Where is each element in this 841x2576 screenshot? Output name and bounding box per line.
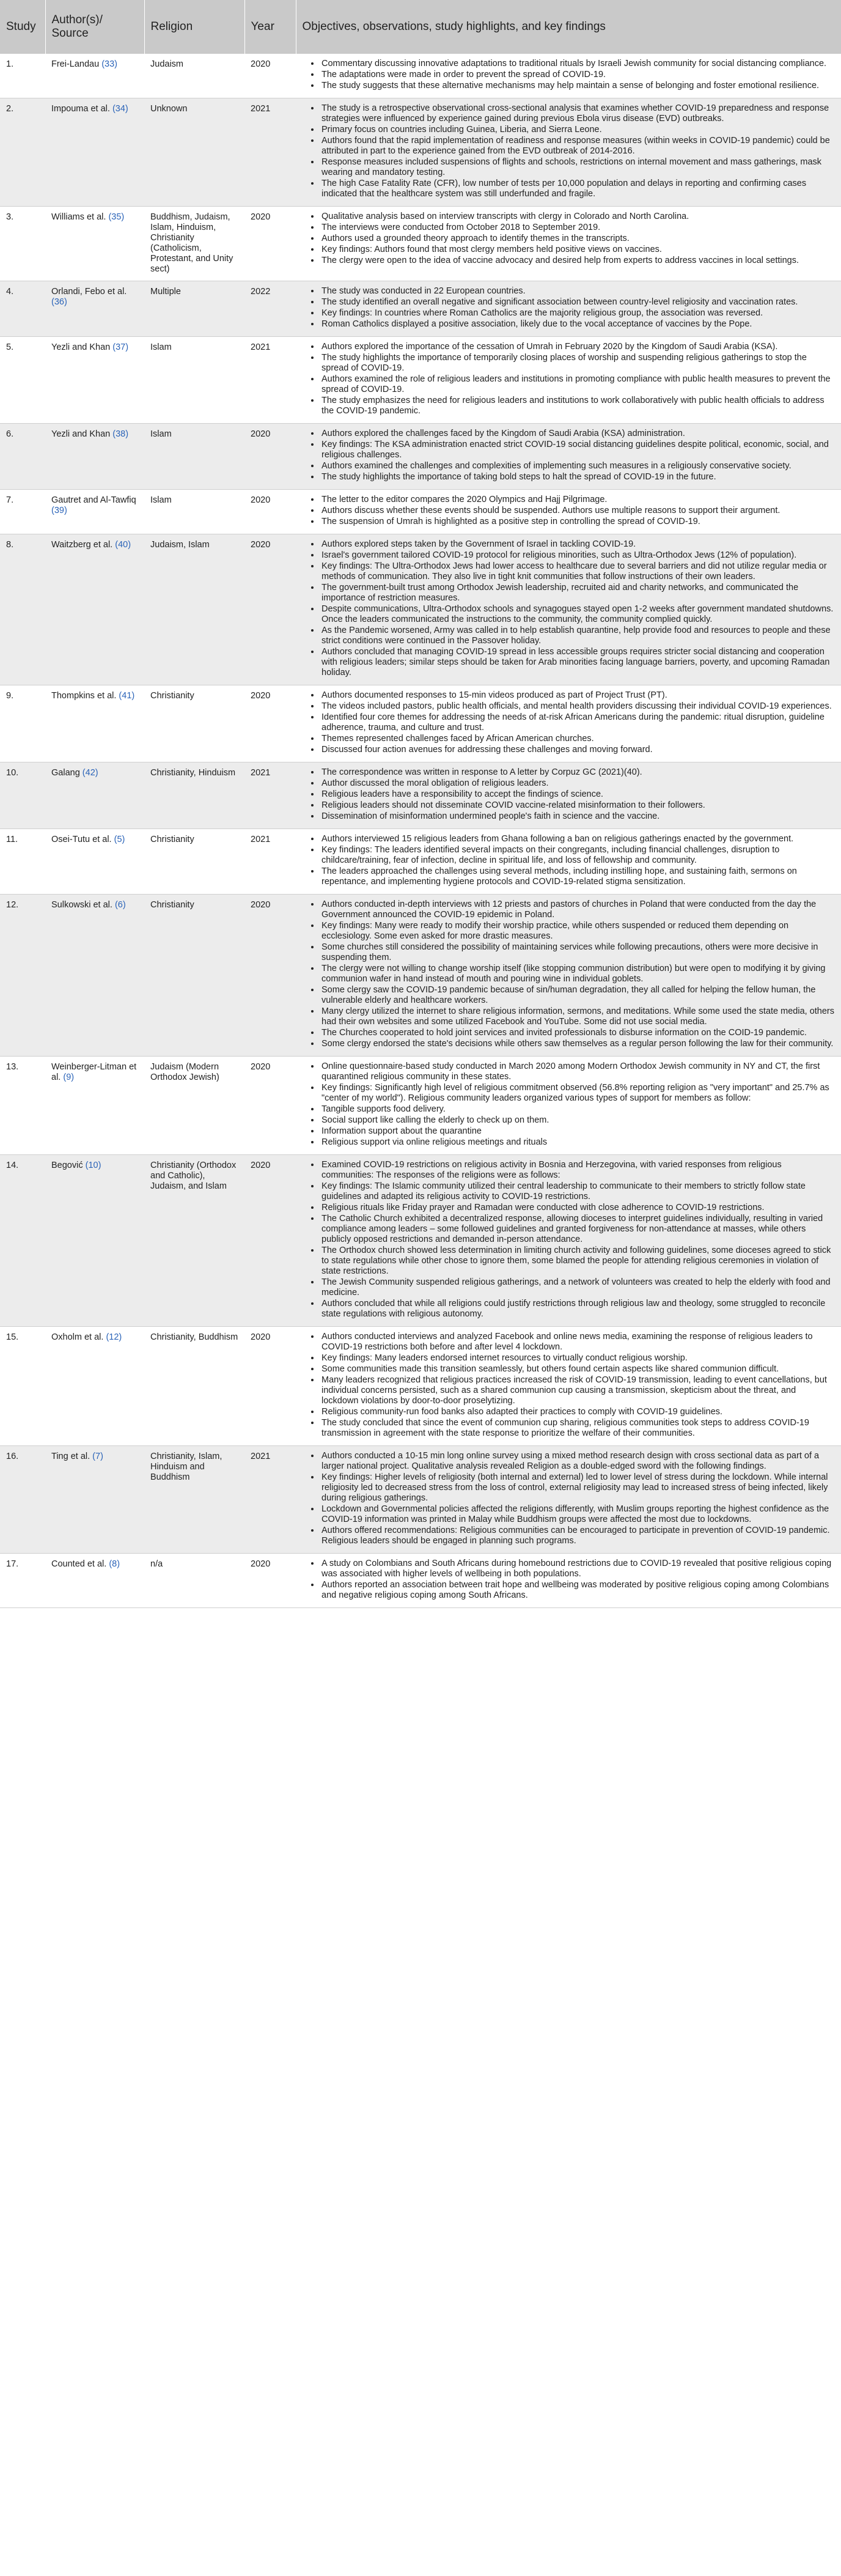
findings-cell — [296, 1155, 841, 1327]
author-name: Thompkins et al. — [51, 691, 117, 701]
year-cell: 2020 — [244, 54, 296, 98]
finding-item: • Authors offered recommendations: Religious communities can be encouraged to participate in prevention of COVID-19 pandemic. Religious leaders should be engaged in planning such programs. — [320, 1526, 835, 1546]
finding-item: • Key findings: The Islamic community utilized their central leadership to communicate to their members to strictly follow state guidelines and adapted its religious activity to COVID-19 restrictions. — [320, 1181, 835, 1202]
study-number: 9. — [0, 685, 45, 762]
finding-item: • Religious community-run food banks also adapted their practices to comply with COVID-19 guidelines. — [320, 1407, 835, 1417]
religion-cell: Multiple — [144, 281, 244, 337]
table-row — [0, 98, 841, 207]
finding-item: • Religious leaders should not disseminate COVID vaccine-related misinformation to their followers. — [320, 800, 835, 811]
year-cell: 2020 — [244, 1554, 296, 1608]
author-name: Osei-Tutu et al. — [51, 835, 112, 844]
religion-cell: Christianity — [144, 895, 244, 1057]
year-cell: 2021 — [244, 98, 296, 207]
findings-list — [302, 1451, 835, 1546]
findings-cell — [296, 895, 841, 1057]
citation-link[interactable]: (41) — [119, 691, 135, 701]
findings-cell — [296, 424, 841, 490]
study-number: 6. — [0, 424, 45, 490]
citation-link[interactable]: (6) — [114, 900, 126, 910]
findings-list — [302, 834, 835, 887]
finding-item: • Authors examined the challenges and complexities of implementing such measures in a religiously conservative society. — [320, 461, 835, 471]
findings-cell — [296, 1554, 841, 1608]
finding-item: • Online questionnaire-based study conducted in March 2020 among Modern Orthodox Jewish community in NY and CT, the first quarantined religious community in these states. — [320, 1061, 835, 1082]
finding-item: • The study highlights the importance of temporarily closing places of worship and suspending religious gatherings to stop the spread of COVID-19. — [320, 353, 835, 374]
religion-cell: Judaism (Modern Orthodox Jewish) — [144, 1057, 244, 1155]
author-cell — [45, 337, 144, 424]
finding-item: • Key findings: Authors found that most clergy members held positive views on vaccines. — [320, 245, 835, 255]
finding-item: • Some clergy endorsed the state's decisions while others saw themselves as a regular person following the law for their community. — [320, 1039, 835, 1049]
study-number: 1. — [0, 54, 45, 98]
finding-item: • Qualitative analysis based on interview transcripts with clergy in Colorado and North Carolina. — [320, 212, 835, 222]
findings-cell — [296, 98, 841, 207]
year-cell: 2021 — [244, 337, 296, 424]
citation-link[interactable]: (42) — [82, 768, 98, 778]
finding-item: • Key findings: The leaders identified several impacts on their congregants, including financial challenges, disruption to childcare/training, fear of infection, decline in spiritual life, and loss of fellowship and community. — [320, 845, 835, 866]
author-name: Yezli and Khan — [51, 429, 111, 439]
finding-item: • The clergy were open to the idea of vaccine advocacy and desired help from experts to address vaccines in local settings. — [320, 256, 835, 266]
citation-link[interactable]: (40) — [115, 540, 131, 550]
study-number: 13. — [0, 1057, 45, 1155]
year-cell: 2020 — [244, 424, 296, 490]
finding-item: • Information support about the quarantine — [320, 1126, 835, 1137]
table-header — [0, 0, 841, 54]
findings-cell — [296, 54, 841, 98]
author-name: Galang — [51, 768, 80, 778]
author-cell — [45, 1554, 144, 1608]
citation-link[interactable]: (12) — [106, 1332, 122, 1342]
religion-cell: Judaism, Islam — [144, 534, 244, 685]
author-cell — [45, 98, 144, 207]
year-cell: 2020 — [244, 534, 296, 685]
citation-link[interactable]: (37) — [112, 342, 129, 352]
finding-item: • Author discussed the moral obligation of religious leaders. — [320, 778, 835, 789]
study-number: 3. — [0, 207, 45, 281]
finding-item: • Tangible supports food delivery. — [320, 1104, 835, 1115]
finding-item: • Authors used a grounded theory approach to identify themes in the transcripts. — [320, 234, 835, 244]
table-body — [0, 54, 841, 1608]
finding-item: • Many leaders recognized that religious practices increased the risk of COVID-19 transmission, leading to event cancellations, but individual concerns persisted, such as a shared communion cup causing a transmission, skepticism about the threat, and lockdown violations by door-to-door proselytizing. — [320, 1375, 835, 1406]
table-row — [0, 337, 841, 424]
citation-link[interactable]: (35) — [108, 212, 125, 222]
finding-item: • Authors documented responses to 15-min videos produced as part of Project Trust (PT). — [320, 690, 835, 701]
author-cell — [45, 1057, 144, 1155]
finding-item: • Some churches still considered the possibility of maintaining services while following precautions, others were more decisive in suspending them. — [320, 942, 835, 963]
finding-item: • Some communities made this transition seamlessly, but others found certain aspects like shared communion difficult. — [320, 1364, 835, 1375]
table-row — [0, 424, 841, 490]
study-number: 7. — [0, 490, 45, 534]
religion-cell: Christianity — [144, 685, 244, 762]
findings-cell — [296, 762, 841, 829]
finding-item: • The study is a retrospective observational cross-sectional analysis that examines whether COVID-19 preparedness and response strategies were influenced by experience gained during previous Ebola virus disease (EVD) outbreaks. — [320, 103, 835, 124]
author-cell — [45, 207, 144, 281]
author-name: Orlandi, Febo et al. — [51, 287, 127, 297]
author-name: Gautret and Al-Tawfiq — [51, 495, 136, 505]
finding-item: • The study highlights the importance of taking bold steps to halt the spread of COVID-19 in the future. — [320, 472, 835, 482]
finding-item: • Authors explored steps taken by the Government of Israel in tackling COVID-19. — [320, 539, 835, 550]
findings-list — [302, 767, 835, 822]
author-cell — [45, 54, 144, 98]
finding-item: • Authors explored the challenges faced by the Kingdom of Saudi Arabia (KSA) administration. — [320, 429, 835, 439]
findings-list — [302, 429, 835, 482]
finding-item: • Israel's government tailored COVID-19 protocol for religious minorities, such as Ultra-Orthodox Jews (12% of population). — [320, 550, 835, 561]
finding-item: • The government-built trust among Orthodox Jewish leadership, recruited aid and charity networks, and communicated the importance of restriction measures. — [320, 583, 835, 603]
author-name: Ting et al. — [51, 1452, 90, 1461]
table-row — [0, 1057, 841, 1155]
author-cell — [45, 762, 144, 829]
finding-item: • Authors conducted a 10-15 min long online survey using a mixed method research design with cross sectional data as part of a larger national project. Qualitative analysis revealed Religion as a double-edged sword with the following findings. — [320, 1451, 835, 1472]
findings-cell — [296, 490, 841, 534]
table-row — [0, 1155, 841, 1327]
author-cell — [45, 490, 144, 534]
finding-item: • Commentary discussing innovative adaptations to traditional rituals by Israeli Jewish community for social distancing compliance. — [320, 59, 835, 69]
year-cell: 2020 — [244, 1155, 296, 1327]
author-cell — [45, 534, 144, 685]
citation-link[interactable]: (36) — [51, 297, 67, 307]
author-cell — [45, 281, 144, 337]
author-name: Waitzberg et al. — [51, 540, 113, 550]
finding-item: • Themes represented challenges faced by African American churches. — [320, 734, 835, 744]
header-year: Year — [244, 0, 296, 54]
header-study: Study — [0, 0, 45, 54]
finding-item: • Examined COVID-19 restrictions on religious activity in Bosnia and Herzegovina, with varied responses from religious communities: The responses of the religions were as follows: — [320, 1160, 835, 1181]
table-row — [0, 1554, 841, 1608]
citation-link[interactable]: (38) — [112, 429, 129, 439]
finding-item: • Some clergy saw the COVID-19 pandemic because of sin/human degradation, they all called for helping the fellow human, the vulnerable elderly and healthcare workers. — [320, 985, 835, 1006]
findings-list — [302, 59, 835, 91]
finding-item: • Authors concluded that while all religions could justify restrictions through religious law and theology, some struggled to reconcile state regulations with religious autonomy. — [320, 1299, 835, 1319]
findings-list — [302, 690, 835, 755]
findings-list — [302, 286, 835, 330]
finding-item: • The Churches cooperated to hold joint services and invited professionals to disburse information on the COID-19 pandemic. — [320, 1028, 835, 1038]
table-row — [0, 829, 841, 895]
finding-item: • Key findings: The Ultra-Orthodox Jews had lower access to healthcare due to several barriers and did not utilize regular media or methods of communication. They also live in tight knit communities that follow instructions of their own leaders. — [320, 561, 835, 582]
citation-link[interactable]: (10) — [85, 1161, 101, 1170]
findings-list — [302, 212, 835, 266]
findings-list — [302, 899, 835, 1049]
finding-item: • The study emphasizes the need for religious leaders and institutions to work collaboratively with public health officials to address the COVID-19 pandemic. — [320, 396, 835, 416]
table-row — [0, 685, 841, 762]
finding-item: • Social support like calling the elderly to check up on them. — [320, 1115, 835, 1126]
finding-item: • Authors conducted interviews and analyzed Facebook and online news media, examining the response of religious leaders to COVID-19 restrictions both before and after level 4 lockdown. — [320, 1332, 835, 1353]
study-number: 15. — [0, 1327, 45, 1446]
year-cell: 2020 — [244, 895, 296, 1057]
finding-item: • The study was conducted in 22 European countries. — [320, 286, 835, 297]
table-row — [0, 54, 841, 98]
table-row — [0, 534, 841, 685]
religion-cell: Christianity, Hinduism — [144, 762, 244, 829]
finding-item: • Roman Catholics displayed a positive association, likely due to the vocal acceptance of vaccines by the Pope. — [320, 319, 835, 330]
citation-link[interactable]: (33) — [101, 59, 118, 69]
author-cell — [45, 685, 144, 762]
year-cell: 2020 — [244, 207, 296, 281]
finding-item: • Discussed four action avenues for addressing these challenges and moving forward. — [320, 745, 835, 755]
religion-cell: n/a — [144, 1554, 244, 1608]
study-number: 17. — [0, 1554, 45, 1608]
finding-item: • The high Case Fatality Rate (CFR), low number of tests per 10,000 population and delays in reporting and confirming cases indicated that the healthcare system was still underfunded and fragile. — [320, 179, 835, 199]
finding-item: • The correspondence was written in response to A letter by Corpuz GC (2021)(40). — [320, 767, 835, 778]
findings-cell — [296, 1327, 841, 1446]
finding-item: • The adaptations were made in order to prevent the spread of COVID-19. — [320, 70, 835, 80]
author-name: Impouma et al. — [51, 104, 110, 114]
finding-item: • A study on Colombians and South Africans during homebound restrictions due to COVID-19 revealed that positive religious coping was associated with higher levels of wellbeing in both populations. — [320, 1559, 835, 1579]
findings-list — [302, 1061, 835, 1148]
finding-item: • Religious support via online religious meetings and rituals — [320, 1137, 835, 1148]
finding-item: • The clergy were not willing to change worship itself (like stopping communion distribution) but were open to modifying it by giving communion wafer in hand instead of mouth and pouring wine in individual goblets. — [320, 964, 835, 984]
finding-item: • Key findings: Higher levels of religiosity (both internal and external) led to lower level of stress during the lockdown. While internal religiosity led to decreased stress from the loss of control, external religiosity may lead to increased stress of being infected, likely during religious gatherings. — [320, 1472, 835, 1504]
finding-item: • Identified four core themes for addressing the needs of at-risk African Americans during the pandemic: ritual disruption, guideline adherence, trauma, and culture and trust. — [320, 712, 835, 733]
finding-item: • Response measures included suspensions of flights and schools, restrictions on internal movement and mass gatherings, mask wearing and mandatory testing. — [320, 157, 835, 178]
religion-cell: Islam — [144, 424, 244, 490]
findings-cell — [296, 829, 841, 895]
finding-item: • The letter to the editor compares the 2020 Olympics and Hajj Pilgrimage. — [320, 495, 835, 505]
author-name: Begović — [51, 1161, 83, 1170]
findings-list — [302, 1332, 835, 1439]
findings-cell — [296, 685, 841, 762]
finding-item: • As the Pandemic worsened, Army was called in to help establish quarantine, help provide food and resources to people and these strict conditions were continued in the Passover holiday. — [320, 626, 835, 646]
findings-list — [302, 1559, 835, 1601]
citation-link[interactable]: (8) — [109, 1559, 120, 1569]
table-row — [0, 207, 841, 281]
findings-cell — [296, 1057, 841, 1155]
table-row — [0, 895, 841, 1057]
finding-item: • Religious rituals like Friday prayer and Ramadan were conducted with close adherence to COVID-19 restrictions. — [320, 1203, 835, 1213]
year-cell: 2020 — [244, 1327, 296, 1446]
finding-item: • Authors discuss whether these events should be suspended. Authors use multiple reasons to support their argument. — [320, 506, 835, 516]
study-number: 8. — [0, 534, 45, 685]
findings-cell — [296, 281, 841, 337]
author-name: Sulkowski et al. — [51, 900, 112, 910]
author-cell — [45, 1327, 144, 1446]
religion-cell: Judaism — [144, 54, 244, 98]
finding-item: • The Jewish Community suspended religious gatherings, and a network of volunteers was created to help the elderly with food and medicine. — [320, 1277, 835, 1298]
findings-list — [302, 495, 835, 527]
finding-item: • The interviews were conducted from October 2018 to September 2019. — [320, 223, 835, 233]
author-name: Weinberger-Litman et al. — [51, 1062, 137, 1082]
finding-item: • Key findings: Many were ready to modify their worship practice, while others suspended or reduced them depending on ecclesiology. Some even asked for more drastic measures. — [320, 921, 835, 942]
finding-item: • The study concluded that since the event of communion cup sharing, religious communities took steps to address COVID-19 transmission in agreement with the state response to prioritize the welfare of their communities. — [320, 1418, 835, 1439]
finding-item: • Despite communications, Ultra-Orthodox schools and synagogues stayed open 1-2 weeks after government mandated shutdowns. Once the leaders communicated the instructions to the community, the community complied quickly. — [320, 604, 835, 625]
header-author: Author(s)/ Source — [45, 0, 144, 54]
finding-item: • The videos included pastors, public health officials, and mental health providers discussing their individual COVID-19 experiences. — [320, 701, 835, 712]
citation-link[interactable]: (7) — [92, 1452, 103, 1461]
finding-item: • Lockdown and Governmental policies affected the religions differently, with Muslim groups reporting the highest confidence as the COVID-19 information was printed in Malay while Buddhism groups were affected the most due to lockdowns. — [320, 1504, 835, 1525]
study-number: 10. — [0, 762, 45, 829]
religion-cell: Christianity — [144, 829, 244, 895]
findings-cell — [296, 337, 841, 424]
finding-item: • Authors explored the importance of the cessation of Umrah in February 2020 by the Kingdom of Saudi Arabia (KSA). — [320, 342, 835, 352]
header-religion: Religion — [144, 0, 244, 54]
table-row — [0, 762, 841, 829]
citation-link[interactable]: (9) — [63, 1072, 75, 1082]
author-cell — [45, 895, 144, 1057]
finding-item: • The study suggests that these alternative mechanisms may help maintain a sense of belonging and foster emotional resilience. — [320, 81, 835, 91]
finding-item: • Key findings: Significantly high level of religious commitment observed (56.8% reporting religion as "very important" and 25.7% as "center of my world"). Religious community leaders organized various types of support for members as follow: — [320, 1083, 835, 1104]
header-row — [0, 0, 841, 54]
findings-list — [302, 342, 835, 416]
findings-list — [302, 1160, 835, 1319]
table-row — [0, 281, 841, 337]
findings-list — [302, 539, 835, 678]
year-cell: 2021 — [244, 1446, 296, 1554]
year-cell: 2022 — [244, 281, 296, 337]
finding-item: • Many clergy utilized the internet to share religious information, sermons, and meditations. While some used the state media, others had their own websites and some utilized Facebook and YouTube. Some did not use social media. — [320, 1006, 835, 1027]
year-cell: 2020 — [244, 685, 296, 762]
study-number: 16. — [0, 1446, 45, 1554]
author-cell — [45, 424, 144, 490]
finding-item: • Key findings: In countries where Roman Catholics are the majority religious group, the association was reversed. — [320, 308, 835, 319]
finding-item: • Dissemination of misinformation undermined people's faith in science and the vaccine. — [320, 811, 835, 822]
finding-item: • The Orthodox church showed less determination in limiting church activity and following guidelines, some dioceses agreed to stick to state regulations while other chose to ignore them, some blamed the people for attending religious ceremonies in violation of state restrictions. — [320, 1246, 835, 1277]
author-cell — [45, 1446, 144, 1554]
study-number: 11. — [0, 829, 45, 895]
religion-cell: Christianity (Orthodox and Catholic), Judaism, and Islam — [144, 1155, 244, 1327]
table-row — [0, 490, 841, 534]
religion-cell: Islam — [144, 490, 244, 534]
study-number: 5. — [0, 337, 45, 424]
study-number: 14. — [0, 1155, 45, 1327]
finding-item: • Authors found that the rapid implementation of readiness and response measures (within weeks in COVID-19 pandemic) could be attributed in part to the experience gained from the EVD outbreak of 2014-2016. — [320, 136, 835, 157]
finding-item: • Key findings: The KSA administration enacted strict COVID-19 social distancing guidelines despite political, economic, social, and religious challenges. — [320, 440, 835, 460]
year-cell: 2020 — [244, 1057, 296, 1155]
citation-link[interactable]: (5) — [114, 835, 125, 844]
religion-cell: Christianity, Islam, Hinduism and Buddhism — [144, 1446, 244, 1554]
religion-cell: Islam — [144, 337, 244, 424]
author-name: Counted et al. — [51, 1559, 107, 1569]
religion-cell: Buddhism, Judaism, Islam, Hinduism, Christianity (Catholicism, Protestant, and Unity sect) — [144, 207, 244, 281]
author-name: Yezli and Khan — [51, 342, 111, 352]
finding-item: • Key findings: Many leaders endorsed internet resources to virtually conduct religious worship. — [320, 1353, 835, 1364]
author-cell — [45, 1155, 144, 1327]
finding-item: • Authors interviewed 15 religious leaders from Ghana following a ban on religious gatherings enacted by the government. — [320, 834, 835, 844]
table-row — [0, 1327, 841, 1446]
citation-link[interactable]: (39) — [51, 506, 67, 515]
study-number: 12. — [0, 895, 45, 1057]
religion-cell: Christianity, Buddhism — [144, 1327, 244, 1446]
year-cell: 2021 — [244, 829, 296, 895]
finding-item: • Authors reported an association between trait hope and wellbeing was moderated by positive religious coping among Colombians and negative religious coping among South Africans. — [320, 1580, 835, 1601]
finding-item: • The Catholic Church exhibited a decentralized response, allowing dioceses to interpret guidelines individually, resulting in varied compliance among leaders – some followed guidelines and granted forgiveness for non-attendance at masses, while others publicly opposed restrictions and demanded in-person attendance. — [320, 1214, 835, 1245]
religion-cell: Unknown — [144, 98, 244, 207]
author-name: Williams et al. — [51, 212, 106, 222]
year-cell: 2021 — [244, 762, 296, 829]
table-row — [0, 1446, 841, 1554]
finding-item: • Religious leaders have a responsibility to accept the findings of science. — [320, 789, 835, 800]
finding-item: • Authors conducted in-depth interviews with 12 priests and pastors of churches in Poland that were conducted from the day the Government announced the COVID-19 epidemic in Poland. — [320, 899, 835, 920]
study-number: 4. — [0, 281, 45, 337]
finding-item: • Primary focus on countries including Guinea, Liberia, and Sierra Leone. — [320, 125, 835, 135]
finding-item: • The suspension of Umrah is highlighted as a positive step in controlling the spread of COVID-19. — [320, 517, 835, 527]
author-name: Frei-Landau — [51, 59, 100, 69]
findings-cell — [296, 1446, 841, 1554]
findings-list — [302, 103, 835, 199]
citation-link[interactable]: (34) — [112, 104, 128, 114]
findings-cell — [296, 207, 841, 281]
findings-cell — [296, 534, 841, 685]
study-number: 2. — [0, 98, 45, 207]
header-findings: Objectives, observations, study highlights, and key findings — [296, 0, 841, 54]
finding-item: • The leaders approached the challenges using several methods, including instilling hope, and sustaining faith, sermons on repentance, and implementing hygiene protocols and COVID-19-related stigma sensitization. — [320, 866, 835, 887]
author-cell — [45, 829, 144, 895]
year-cell: 2020 — [244, 490, 296, 534]
finding-item: • The study identified an overall negative and significant association between country-level religiosity and vaccination rates. — [320, 297, 835, 308]
finding-item: • Authors concluded that managing COVID-19 spread in less accessible groups requires stricter social distancing and cooperation with religious leaders; similar steps should be taken for Arab minorities facing language barriers, poverty, and upcoming Ramadan holiday. — [320, 647, 835, 678]
author-name: Oxholm et al. — [51, 1332, 104, 1342]
finding-item: • Authors examined the role of religious leaders and institutions in promoting compliance with public health measures to prevent the spread of COVID-19. — [320, 374, 835, 395]
